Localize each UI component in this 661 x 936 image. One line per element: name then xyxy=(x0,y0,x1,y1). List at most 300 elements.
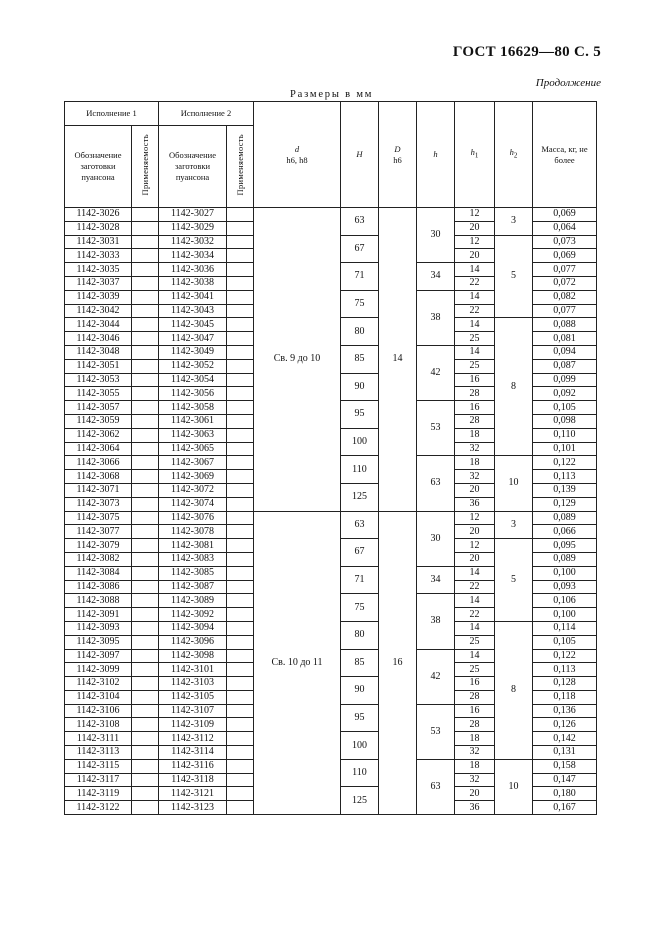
applicability-cell xyxy=(132,746,159,760)
applicability-cell xyxy=(227,594,254,608)
mass-cell: 0,122 xyxy=(533,649,597,663)
designation-exec-1: 1142-3104 xyxy=(65,690,132,704)
h1-cell: 12 xyxy=(455,539,495,553)
mass-cell: 0,113 xyxy=(533,663,597,677)
H-cell: 100 xyxy=(341,732,379,760)
d-cell: Св. 10 до 11 xyxy=(254,511,341,815)
designation-exec-1: 1142-3099 xyxy=(65,663,132,677)
applicability-cell xyxy=(227,483,254,497)
designation-exec-2: 1142-3041 xyxy=(159,290,227,304)
applicability-cell xyxy=(227,608,254,622)
designation-exec-2: 1142-3034 xyxy=(159,249,227,263)
applicability-cell xyxy=(132,401,159,415)
applicability-cell xyxy=(132,470,159,484)
applicability-cell xyxy=(132,608,159,622)
applicability-cell xyxy=(132,456,159,470)
mass-cell: 0,106 xyxy=(533,594,597,608)
h2-cell: 5 xyxy=(495,235,533,318)
designation-exec-1: 1142-3108 xyxy=(65,718,132,732)
designation-exec-1: 1142-3086 xyxy=(65,580,132,594)
h1-cell: 14 xyxy=(455,621,495,635)
designation-exec-2: 1142-3058 xyxy=(159,401,227,415)
designation-exec-1: 1142-3064 xyxy=(65,442,132,456)
applicability-cell xyxy=(227,442,254,456)
designation-exec-2: 1142-3036 xyxy=(159,263,227,277)
h1-cell: 18 xyxy=(455,456,495,470)
designation-exec-1: 1142-3088 xyxy=(65,594,132,608)
designation-exec-2: 1142-3078 xyxy=(159,525,227,539)
h1-cell: 25 xyxy=(455,332,495,346)
h1-cell: 20 xyxy=(455,221,495,235)
mass-cell: 0,129 xyxy=(533,497,597,511)
mass-cell: 0,069 xyxy=(533,249,597,263)
execution-1-header: Исполнение 1 xyxy=(65,102,159,126)
h1-cell: 18 xyxy=(455,759,495,773)
applicability-cell xyxy=(227,732,254,746)
mass-cell: 0,136 xyxy=(533,704,597,718)
designation-exec-1: 1142-3079 xyxy=(65,539,132,553)
mass-cell: 0,118 xyxy=(533,690,597,704)
designation-exec-1: 1142-3028 xyxy=(65,221,132,235)
designation-exec-2: 1142-3114 xyxy=(159,746,227,760)
mass-cell: 0,128 xyxy=(533,677,597,691)
applicability-cell xyxy=(132,635,159,649)
applicability-cell xyxy=(132,594,159,608)
H-cell: 75 xyxy=(341,290,379,318)
h1-cell: 32 xyxy=(455,773,495,787)
applicability-cell xyxy=(227,787,254,801)
applicability-cell xyxy=(227,539,254,553)
mass-cell: 0,122 xyxy=(533,456,597,470)
h1-cell: 14 xyxy=(455,649,495,663)
applicability-cell xyxy=(227,718,254,732)
designation-exec-2: 1142-3092 xyxy=(159,608,227,622)
d-header: d h6, h8 xyxy=(254,102,341,208)
h1-cell: 36 xyxy=(455,497,495,511)
mass-cell: 0,126 xyxy=(533,718,597,732)
applicability-cell xyxy=(132,580,159,594)
designation-exec-1: 1142-3026 xyxy=(65,208,132,222)
table-row xyxy=(65,208,597,222)
mass-cell: 0,142 xyxy=(533,732,597,746)
h2-cell: 8 xyxy=(495,318,533,456)
mass-cell: 0,098 xyxy=(533,414,597,428)
designation-exec-2: 1142-3045 xyxy=(159,318,227,332)
applicability-cell xyxy=(132,221,159,235)
H-cell: 110 xyxy=(341,759,379,787)
mass-cell: 0,064 xyxy=(533,221,597,235)
h1-cell: 20 xyxy=(455,483,495,497)
designation-exec-2: 1142-3118 xyxy=(159,773,227,787)
applicability-cell xyxy=(227,387,254,401)
applicability-cell xyxy=(132,387,159,401)
H-cell: 90 xyxy=(341,373,379,401)
h-cell: 34 xyxy=(417,566,455,594)
designation-exec-2: 1142-3072 xyxy=(159,483,227,497)
H-cell: 95 xyxy=(341,401,379,429)
h1-cell: 12 xyxy=(455,235,495,249)
designation-exec-2: 1142-3089 xyxy=(159,594,227,608)
h2-cell: 3 xyxy=(495,208,533,236)
designation-exec-1: 1142-3102 xyxy=(65,677,132,691)
h1-cell: 32 xyxy=(455,470,495,484)
applicability-cell xyxy=(227,221,254,235)
h-header: h xyxy=(417,102,455,208)
applicability-cell xyxy=(132,373,159,387)
applicability-cell xyxy=(132,525,159,539)
h1-cell: 20 xyxy=(455,525,495,539)
designation-exec-2: 1142-3052 xyxy=(159,359,227,373)
designation-exec-2: 1142-3107 xyxy=(159,704,227,718)
applicability-cell xyxy=(227,525,254,539)
applicability-cell xyxy=(132,497,159,511)
mass-cell: 0,167 xyxy=(533,801,597,815)
table-row xyxy=(65,511,597,525)
designation-exec-2: 1142-3043 xyxy=(159,304,227,318)
designation-exec-1: 1142-3039 xyxy=(65,290,132,304)
mass-cell: 0,113 xyxy=(533,470,597,484)
applicability-cell xyxy=(227,511,254,525)
applicability-cell xyxy=(227,470,254,484)
designation-exec-1: 1142-3082 xyxy=(65,552,132,566)
designation-exec-1: 1142-3055 xyxy=(65,387,132,401)
applicability-cell xyxy=(227,746,254,760)
mass-cell: 0,094 xyxy=(533,345,597,359)
designation-exec-1: 1142-3115 xyxy=(65,759,132,773)
mass-cell: 0,082 xyxy=(533,290,597,304)
designation-exec-2: 1142-3116 xyxy=(159,759,227,773)
applicability-cell xyxy=(132,704,159,718)
designation-exec-2: 1142-3047 xyxy=(159,332,227,346)
designation-exec-2: 1142-3105 xyxy=(159,690,227,704)
applicability-cell xyxy=(227,773,254,787)
designation-exec-1: 1142-3042 xyxy=(65,304,132,318)
h1-cell: 28 xyxy=(455,690,495,704)
continuation-label: Продолжение xyxy=(535,77,601,89)
designation-exec-2: 1142-3054 xyxy=(159,373,227,387)
designation-exec-2: 1142-3094 xyxy=(159,621,227,635)
mass-cell: 0,114 xyxy=(533,621,597,635)
applicability-cell xyxy=(227,359,254,373)
designation-exec-1: 1142-3077 xyxy=(65,525,132,539)
h1-cell: 28 xyxy=(455,387,495,401)
designation-exec-2: 1142-3103 xyxy=(159,677,227,691)
H-cell: 80 xyxy=(341,318,379,346)
h1-header: $h_1$ xyxy=(455,102,495,208)
H-cell: 71 xyxy=(341,566,379,594)
h1-cell: 28 xyxy=(455,414,495,428)
applicability-cell xyxy=(132,235,159,249)
h2-header: $h_2$ xyxy=(495,102,533,208)
applicability-cell xyxy=(132,263,159,277)
execution-2-header: Исполнение 2 xyxy=(159,102,254,126)
designation-exec-1: 1142-3053 xyxy=(65,373,132,387)
mass-cell: 0,095 xyxy=(533,539,597,553)
h2-cell: 10 xyxy=(495,456,533,511)
h1-cell: 25 xyxy=(455,359,495,373)
mass-cell: 0,147 xyxy=(533,773,597,787)
h1-cell: 18 xyxy=(455,732,495,746)
designation-exec-2: 1142-3081 xyxy=(159,539,227,553)
applicability-cell xyxy=(227,290,254,304)
applicability-cell xyxy=(227,401,254,415)
h1-cell: 32 xyxy=(455,442,495,456)
applicability-cell xyxy=(227,497,254,511)
designation-exec-2: 1142-3061 xyxy=(159,414,227,428)
h1-cell: 16 xyxy=(455,373,495,387)
applicability-cell xyxy=(132,773,159,787)
applicability-cell xyxy=(132,304,159,318)
designation-exec-2: 1142-3085 xyxy=(159,566,227,580)
designation-exec-2: 1142-3032 xyxy=(159,235,227,249)
applicability-cell xyxy=(132,690,159,704)
applicability-cell xyxy=(227,235,254,249)
applicability-cell xyxy=(227,304,254,318)
applicability-cell xyxy=(227,649,254,663)
designation-exec-2: 1142-3069 xyxy=(159,470,227,484)
H-cell: 71 xyxy=(341,263,379,291)
applicability-cell xyxy=(132,511,159,525)
H-cell: 100 xyxy=(341,428,379,456)
designation-exec-2: 1142-3109 xyxy=(159,718,227,732)
applicability-cell xyxy=(132,539,159,553)
mass-cell: 0,139 xyxy=(533,483,597,497)
applicability-cell xyxy=(227,635,254,649)
mass-cell: 0,180 xyxy=(533,787,597,801)
applicability-cell xyxy=(227,345,254,359)
H-cell: 95 xyxy=(341,704,379,732)
designation-exec-1: 1142-3059 xyxy=(65,414,132,428)
designation-exec-2: 1142-3098 xyxy=(159,649,227,663)
designation-exec-1: 1142-3113 xyxy=(65,746,132,760)
designation-exec-2: 1142-3049 xyxy=(159,345,227,359)
mass-cell: 0,077 xyxy=(533,263,597,277)
designation-exec-1: 1142-3093 xyxy=(65,621,132,635)
designation-exec-2: 1142-3096 xyxy=(159,635,227,649)
D-cell: 14 xyxy=(379,208,417,512)
H-cell: 125 xyxy=(341,787,379,815)
designation-exec-1: 1142-3068 xyxy=(65,470,132,484)
h-cell: 53 xyxy=(417,704,455,759)
H-cell: 63 xyxy=(341,208,379,236)
designation-exec-1: 1142-3057 xyxy=(65,401,132,415)
applicability-cell xyxy=(132,732,159,746)
applicability-cell xyxy=(132,276,159,290)
designation-exec-1: 1142-3106 xyxy=(65,704,132,718)
applicability-cell xyxy=(132,332,159,346)
H-cell: 110 xyxy=(341,456,379,484)
applicability-cell xyxy=(227,690,254,704)
H-cell: 125 xyxy=(341,483,379,511)
designation-exec-1: 1142-3091 xyxy=(65,608,132,622)
h1-cell: 14 xyxy=(455,594,495,608)
applicability-cell xyxy=(132,442,159,456)
D-header: D h6 xyxy=(379,102,417,208)
designation-exec-2: 1142-3056 xyxy=(159,387,227,401)
applicability-header-2: Применяемость xyxy=(227,126,254,208)
applicability-cell xyxy=(132,718,159,732)
mass-cell: 0,105 xyxy=(533,401,597,415)
applicability-cell xyxy=(132,759,159,773)
mass-cell: 0,101 xyxy=(533,442,597,456)
designation-exec-1: 1142-3117 xyxy=(65,773,132,787)
d-cell: Св. 9 до 10 xyxy=(254,208,341,512)
mass-cell: 0,092 xyxy=(533,387,597,401)
designation-exec-1: 1142-3122 xyxy=(65,801,132,815)
h1-cell: 16 xyxy=(455,704,495,718)
H-cell: 80 xyxy=(341,621,379,649)
page-title: ГОСТ 16629—80 С. 5 xyxy=(452,44,601,60)
h-cell: 63 xyxy=(417,456,455,511)
applicability-cell xyxy=(227,456,254,470)
applicability-cell xyxy=(227,552,254,566)
designation-header-2: Обозначение заготовки пуансона xyxy=(159,126,227,208)
mass-cell: 0,081 xyxy=(533,332,597,346)
h1-cell: 14 xyxy=(455,566,495,580)
applicability-header-1: Применяемость xyxy=(132,126,159,208)
h1-cell: 20 xyxy=(455,787,495,801)
applicability-cell xyxy=(132,621,159,635)
h1-cell: 14 xyxy=(455,345,495,359)
h1-cell: 16 xyxy=(455,401,495,415)
applicability-cell xyxy=(227,332,254,346)
H-cell: 85 xyxy=(341,345,379,373)
h-cell: 42 xyxy=(417,649,455,704)
applicability-cell xyxy=(227,263,254,277)
dimensions-table xyxy=(64,101,597,815)
designation-exec-1: 1142-3084 xyxy=(65,566,132,580)
designation-exec-1: 1142-3033 xyxy=(65,249,132,263)
mass-cell: 0,105 xyxy=(533,635,597,649)
h-cell: 38 xyxy=(417,290,455,345)
H-cell: 75 xyxy=(341,594,379,622)
applicability-cell xyxy=(132,249,159,263)
mass-cell: 0,110 xyxy=(533,428,597,442)
H-cell: 90 xyxy=(341,677,379,705)
designation-exec-2: 1142-3087 xyxy=(159,580,227,594)
designation-exec-1: 1142-3119 xyxy=(65,787,132,801)
designation-exec-1: 1142-3062 xyxy=(65,428,132,442)
designation-exec-1: 1142-3073 xyxy=(65,497,132,511)
mass-cell: 0,073 xyxy=(533,235,597,249)
designation-exec-2: 1142-3123 xyxy=(159,801,227,815)
applicability-cell xyxy=(132,208,159,222)
applicability-cell xyxy=(132,649,159,663)
designation-exec-2: 1142-3101 xyxy=(159,663,227,677)
mass-cell: 0,100 xyxy=(533,566,597,580)
h-cell: 30 xyxy=(417,208,455,263)
designation-exec-2: 1142-3074 xyxy=(159,497,227,511)
applicability-cell xyxy=(227,677,254,691)
H-cell: 85 xyxy=(341,649,379,677)
applicability-cell xyxy=(132,677,159,691)
designation-exec-1: 1142-3037 xyxy=(65,276,132,290)
designation-exec-1: 1142-3031 xyxy=(65,235,132,249)
H-cell: 67 xyxy=(341,539,379,567)
applicability-cell xyxy=(132,483,159,497)
designation-exec-1: 1142-3048 xyxy=(65,345,132,359)
designation-exec-2: 1142-3076 xyxy=(159,511,227,525)
mass-cell: 0,099 xyxy=(533,373,597,387)
H-cell: 67 xyxy=(341,235,379,263)
designation-exec-2: 1142-3063 xyxy=(159,428,227,442)
h1-cell: 25 xyxy=(455,635,495,649)
table-body xyxy=(65,208,597,815)
applicability-cell xyxy=(132,428,159,442)
h1-cell: 12 xyxy=(455,208,495,222)
applicability-cell xyxy=(132,787,159,801)
designation-exec-2: 1142-3083 xyxy=(159,552,227,566)
h1-cell: 22 xyxy=(455,608,495,622)
applicability-cell xyxy=(132,663,159,677)
h1-cell: 32 xyxy=(455,746,495,760)
mass-cell: 0,158 xyxy=(533,759,597,773)
mass-cell: 0,089 xyxy=(533,511,597,525)
mass-cell: 0,066 xyxy=(533,525,597,539)
h-cell: 63 xyxy=(417,759,455,814)
h-cell: 38 xyxy=(417,594,455,649)
applicability-cell xyxy=(132,414,159,428)
designation-exec-1: 1142-3075 xyxy=(65,511,132,525)
applicability-cell xyxy=(227,373,254,387)
h-cell: 34 xyxy=(417,263,455,291)
applicability-cell xyxy=(227,208,254,222)
h2-cell: 3 xyxy=(495,511,533,539)
applicability-cell xyxy=(132,318,159,332)
designation-exec-2: 1142-3065 xyxy=(159,442,227,456)
mass-cell: 0,069 xyxy=(533,208,597,222)
designation-exec-2: 1142-3121 xyxy=(159,787,227,801)
applicability-cell xyxy=(227,801,254,815)
mass-cell: 0,087 xyxy=(533,359,597,373)
h1-cell: 12 xyxy=(455,511,495,525)
h2-cell: 5 xyxy=(495,539,533,622)
designation-exec-1: 1142-3046 xyxy=(65,332,132,346)
D-cell: 16 xyxy=(379,511,417,815)
designation-exec-2: 1142-3038 xyxy=(159,276,227,290)
mass-cell: 0,131 xyxy=(533,746,597,760)
applicability-cell xyxy=(227,621,254,635)
h-cell: 42 xyxy=(417,345,455,400)
h-cell: 53 xyxy=(417,401,455,456)
h1-cell: 22 xyxy=(455,276,495,290)
h1-cell: 22 xyxy=(455,580,495,594)
h2-cell: 8 xyxy=(495,621,533,759)
h1-cell: 22 xyxy=(455,304,495,318)
h1-cell: 14 xyxy=(455,263,495,277)
applicability-cell xyxy=(132,801,159,815)
mass-cell: 0,077 xyxy=(533,304,597,318)
designation-exec-1: 1142-3111 xyxy=(65,732,132,746)
H-cell: 63 xyxy=(341,511,379,539)
h2-cell: 10 xyxy=(495,759,533,814)
applicability-cell xyxy=(227,249,254,263)
designation-exec-1: 1142-3097 xyxy=(65,649,132,663)
applicability-cell xyxy=(227,580,254,594)
mass-cell: 0,088 xyxy=(533,318,597,332)
mass-cell: 0,100 xyxy=(533,608,597,622)
mass-cell: 0,093 xyxy=(533,580,597,594)
h1-cell: 14 xyxy=(455,318,495,332)
applicability-cell xyxy=(227,704,254,718)
designation-exec-1: 1142-3095 xyxy=(65,635,132,649)
h1-cell: 16 xyxy=(455,677,495,691)
applicability-cell xyxy=(227,318,254,332)
applicability-cell xyxy=(227,759,254,773)
h1-cell: 20 xyxy=(455,552,495,566)
applicability-cell xyxy=(132,566,159,580)
applicability-cell xyxy=(227,428,254,442)
